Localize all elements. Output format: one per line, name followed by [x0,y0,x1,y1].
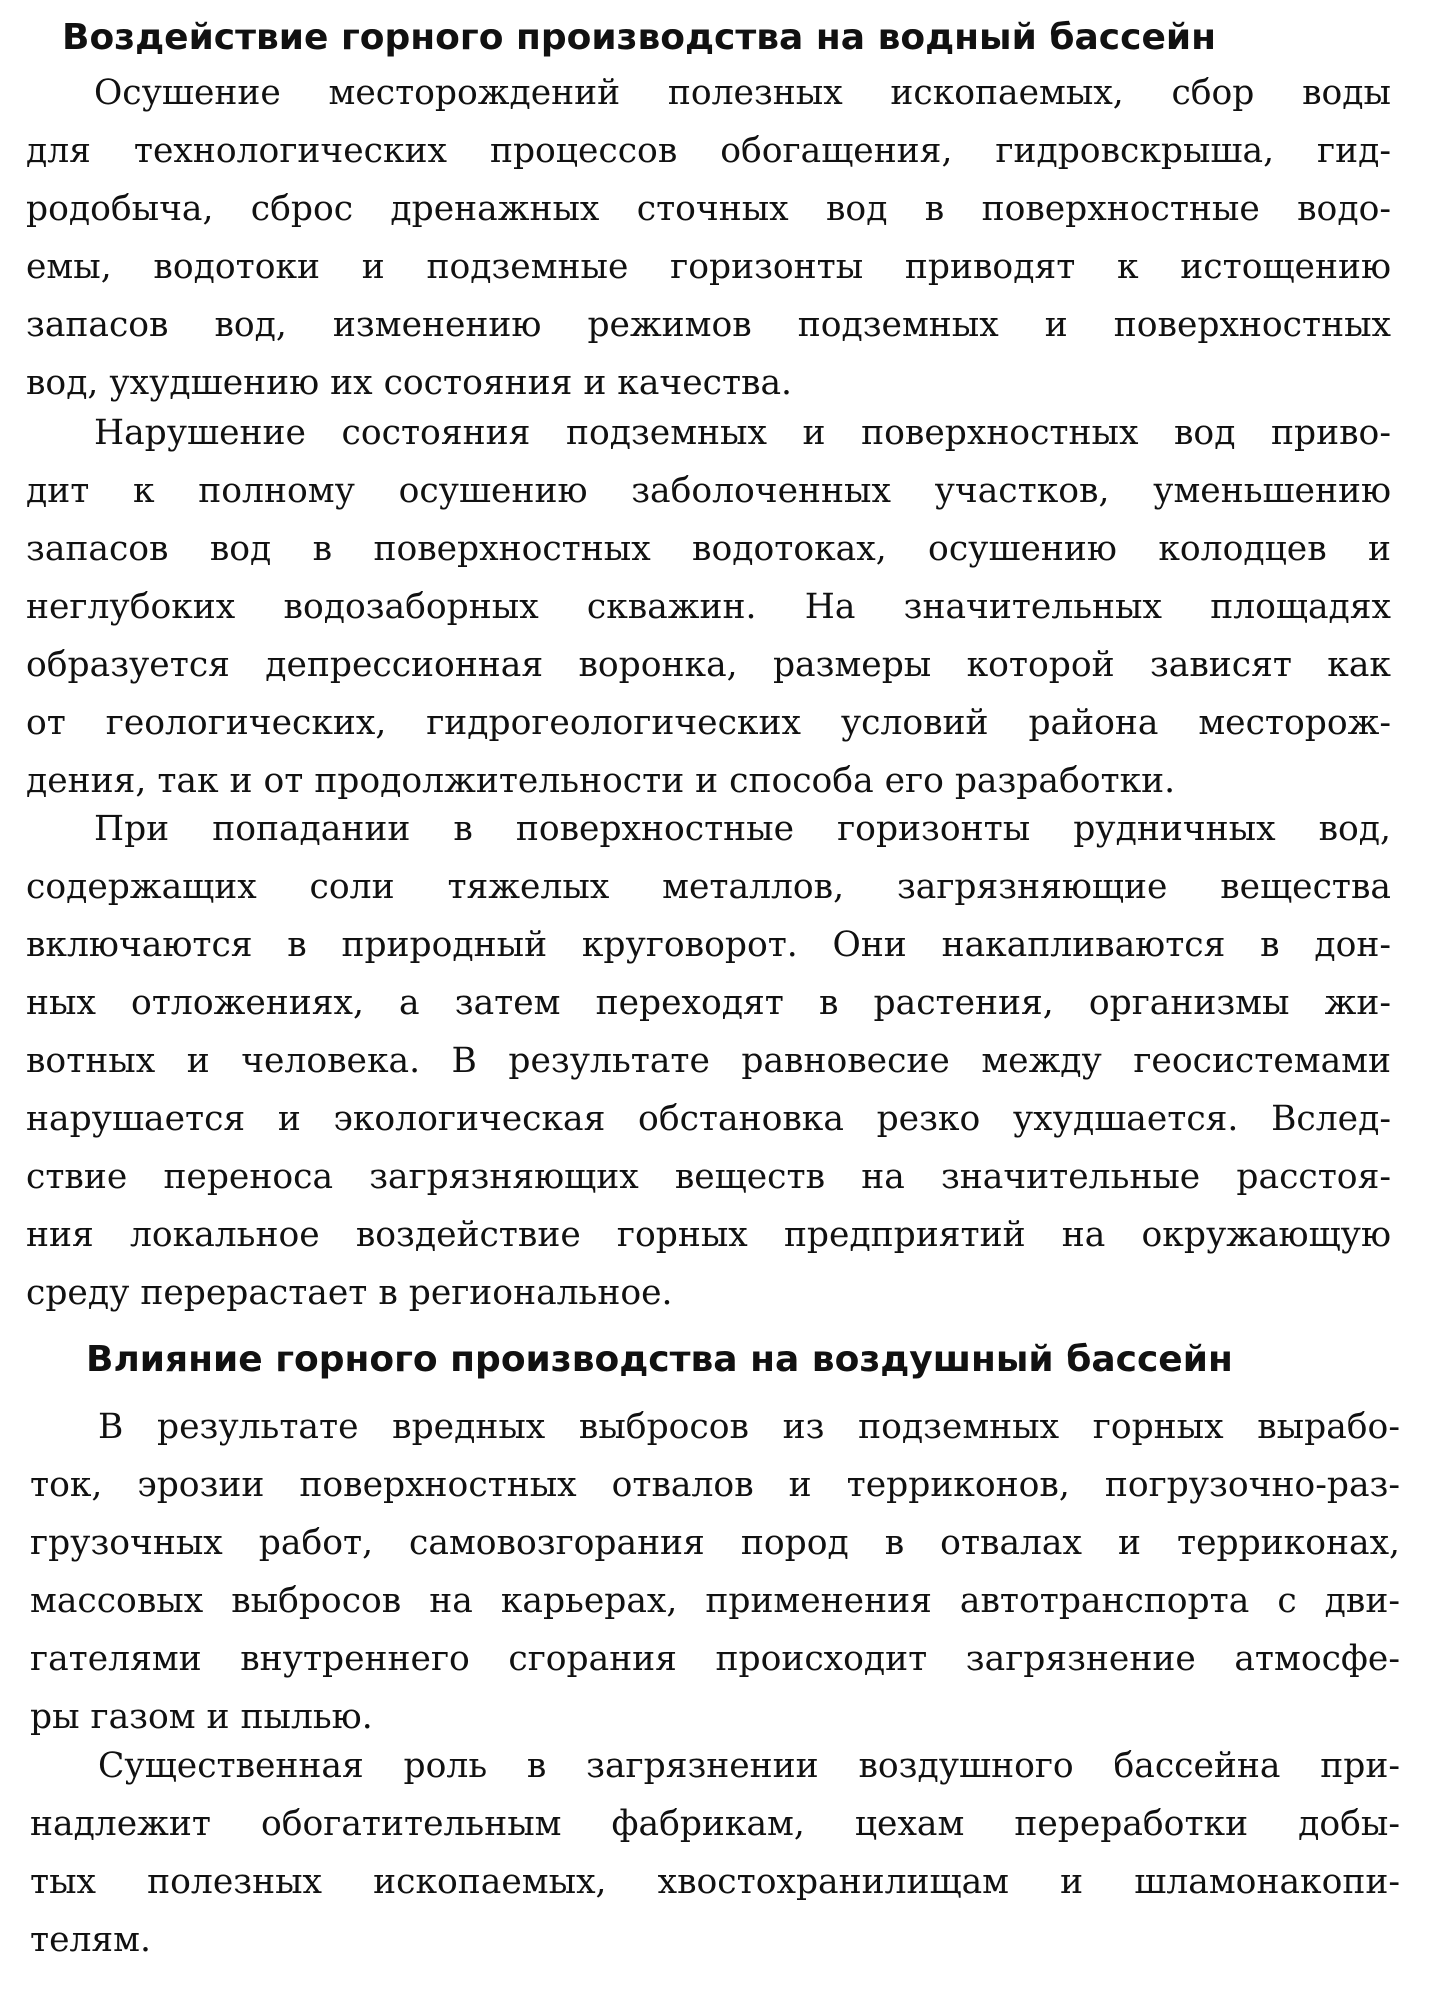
text-line: В результате вредных выбросов из подземных горных вырабо- [98,1407,1400,1447]
paragraph-water-3 [26,800,1391,1322]
text-line: вотных и человека. В результате равновесие между геосистемами [26,1041,1391,1081]
text-line: неглубоких водозаборных скважин. На значительных площадях [26,587,1391,627]
text-line: для технологических процессов обогащения, гидровскрыша, гид- [26,131,1391,171]
text-line: телям. [30,1920,151,1960]
text-line: вод, ухудшению их состояния и качества. [26,363,793,403]
text-line: грузочных работ, самовозгорания пород в отвалах и терриконах, [30,1523,1400,1563]
text-line: родобыча, сброс дренажных сточных вод в поверхностные водо- [26,189,1391,229]
text-line: запасов вод, изменению режимов подземных и поверхностных [26,305,1391,345]
text-line: массовых выбросов на карьерах, применения автотранспорта с дви- [30,1581,1400,1621]
text-line: дит к полному осушению заболоченных участков, уменьшению [26,471,1391,511]
text-line: от геологических, гидрогеологических условий района месторож- [26,703,1391,743]
text-line: содержащих соли тяжелых металлов, загрязняющие вещества [26,867,1391,907]
text-line: тых полезных ископаемых, хвостохранилищам и шламонакопи- [30,1862,1400,1902]
text-line: надлежит обогатительным фабрикам, цехам переработки добы- [30,1804,1400,1844]
text-line: дения, так и от продолжительности и способа его разработки. [26,761,1176,801]
paragraph-air-1 [30,1398,1400,1746]
text-line: ния локальное воздействие горных предприятий на окружающую [26,1215,1391,1255]
text-line: среду перерастает в региональное. [26,1273,673,1313]
text-line: гателями внутреннего сгорания происходит загрязнение атмосфе- [30,1639,1400,1679]
text-line: емы, водотоки и подземные горизонты приводят к истощению [26,247,1391,287]
text-line: ствие переноса загрязняющих веществ на значительные расстоя- [26,1157,1391,1197]
text-line: При попадании в поверхностные горизонты рудничных вод, [94,809,1391,849]
paragraph-air-2 [30,1737,1400,1969]
text-line: ры газом и пылью. [30,1697,373,1737]
text-line: Нарушение состояния подземных и поверхностных вод приво- [94,413,1391,453]
paragraph-water-1 [26,64,1391,412]
text-line: Осушение месторождений полезных ископаемых, сбор воды [94,73,1391,113]
text-line: ных отложениях, а затем переходят в растения, организмы жи- [26,983,1391,1023]
text-line: образуется депрессионная воронка, размеры которой зависят как [26,645,1391,685]
text-line: ток, эрозии поверхностных отвалов и терриконов, погрузочно-раз- [30,1465,1400,1505]
text-line: Существенная роль в загрязнении воздушного бассейна при- [98,1746,1400,1786]
text-line: нарушается и экологическая обстановка резко ухудшается. Вслед- [26,1099,1391,1139]
section-heading-water: Воздействие горного производства на водный бассейн [62,17,1216,58]
text-line: включаются в природный круговорот. Они накапливаются в дон- [26,925,1391,965]
text-line: запасов вод в поверхностных водотоках, осушению колодцев и [26,529,1391,569]
paragraph-water-2 [26,404,1391,810]
section-heading-air: Влияние горного производства на воздушный бассейн [86,1339,1233,1380]
